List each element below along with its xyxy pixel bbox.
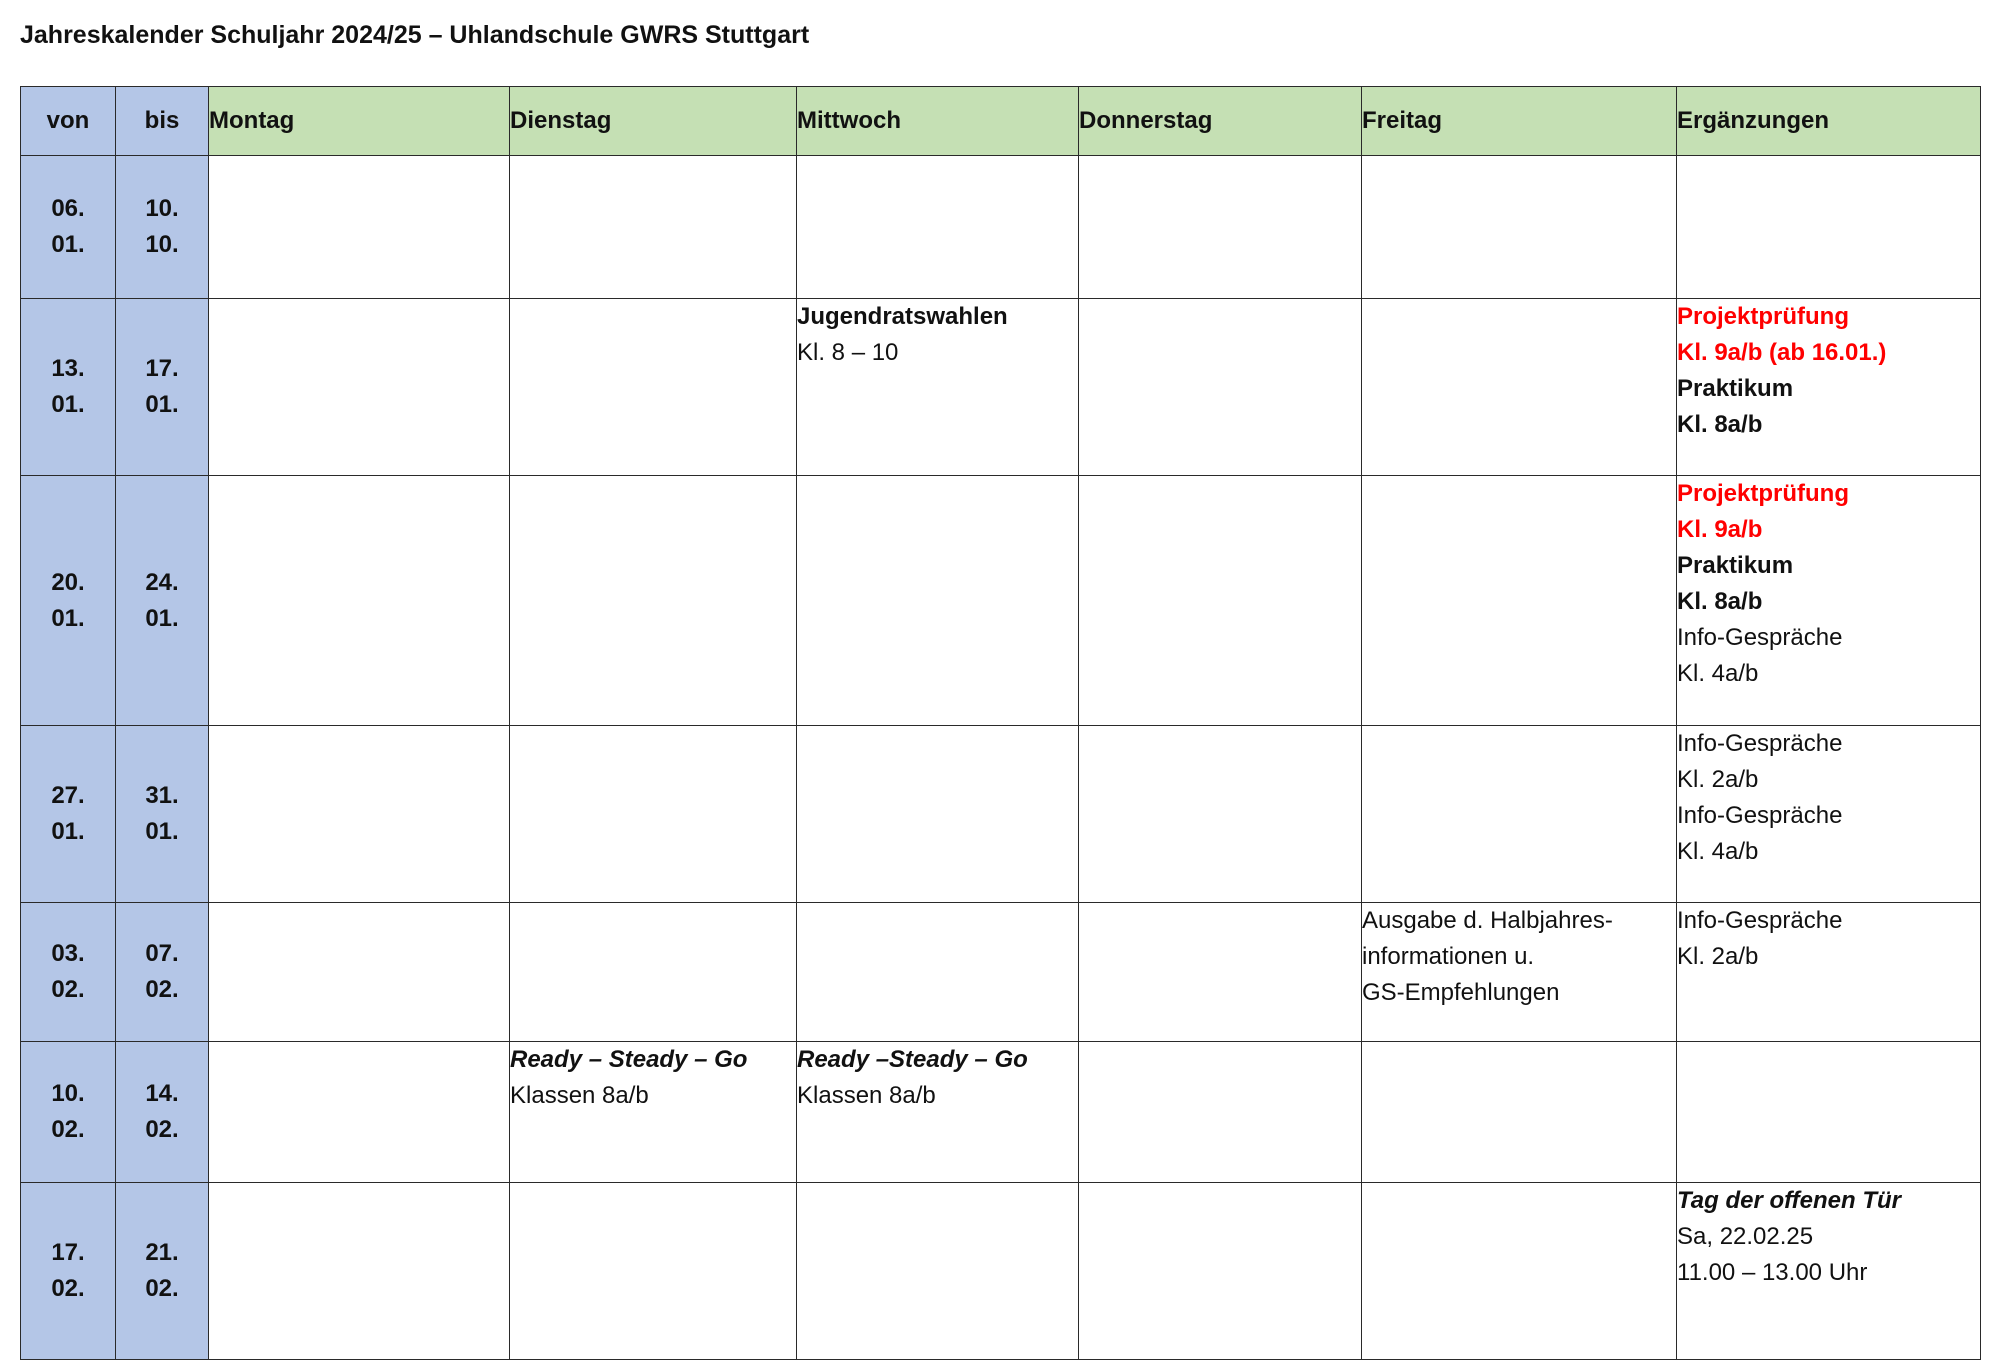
mittwoch-cell: [797, 476, 1079, 726]
header-donnerstag: Donnerstag: [1079, 87, 1362, 156]
montag-cell: [209, 476, 510, 726]
entry-line: Kl. 9a/b (ab 16.01.): [1677, 339, 1887, 366]
bis-date-line: 14.: [145, 1080, 179, 1107]
bis-date-line: 10.: [145, 231, 179, 258]
calendar-body: [21, 156, 1981, 1360]
week-row: [21, 299, 1981, 476]
von-date-line: 02.: [51, 1116, 85, 1143]
week-row: [21, 1183, 1981, 1360]
montag-cell: [209, 1183, 510, 1360]
mittwoch-cell: [797, 726, 1079, 903]
entry-line: Jugendratswahlen: [797, 303, 1008, 330]
week-row: [21, 726, 1981, 903]
entry-line: Info-Gespräche: [1677, 907, 1843, 934]
entry-line: Praktikum: [1677, 375, 1794, 402]
von-date-cell: [21, 726, 116, 903]
dienstag-cell: [510, 1183, 797, 1360]
von-date-cell: [21, 299, 116, 476]
freitag-cell: [1362, 1183, 1677, 1360]
entry-line: Kl. 8a/b: [1677, 411, 1763, 438]
entry-line: Kl. 2a/b: [1677, 766, 1759, 793]
donnerstag-cell: [1079, 299, 1362, 476]
bis-date-cell: [116, 156, 209, 299]
entry-line: Kl. 9a/b: [1677, 516, 1763, 543]
von-date-cell: [21, 903, 116, 1042]
mittwoch-cell: [797, 903, 1079, 1042]
entry-line: Projektprüfung: [1677, 303, 1849, 330]
freitag-cell: [1362, 156, 1677, 299]
calendar-header: [21, 87, 1981, 156]
dienstag-cell: [510, 903, 797, 1042]
freitag-cell: [1362, 476, 1677, 726]
von-date-line: 02.: [51, 976, 85, 1003]
von-date-line: 13.: [51, 355, 85, 382]
bis-date-line: 01.: [145, 391, 179, 418]
mittwoch-cell: [797, 299, 1079, 476]
bis-date-line: 01.: [145, 604, 179, 632]
entry-line: Ready – Steady – Go: [510, 1046, 748, 1073]
header-montag: Montag: [209, 87, 510, 156]
bis-date-cell: [116, 476, 209, 726]
donnerstag-cell: [1079, 476, 1362, 726]
entry-line: Tag der offenen Tür: [1677, 1187, 1902, 1214]
entry-line: Kl. 2a/b: [1677, 943, 1759, 970]
bis-date-line: 02.: [145, 976, 179, 1003]
freitag-cell: [1362, 1042, 1677, 1183]
dienstag-cell: [510, 1042, 797, 1183]
von-date-cell: [21, 156, 116, 299]
mittwoch-cell: [797, 1183, 1079, 1360]
dienstag-cell: [510, 299, 797, 476]
week-row: [21, 1042, 1981, 1183]
mittwoch-cell: [797, 1042, 1079, 1183]
entry-line: Klassen 8a/b: [797, 1082, 936, 1109]
entry-line: Info-Gespräche: [1677, 802, 1843, 829]
freitag-cell: [1362, 903, 1677, 1042]
entry-line: GS-Empfehlungen: [1362, 979, 1560, 1006]
von-date-line: 01.: [51, 818, 85, 845]
entry-line: Kl. 4a/b: [1677, 660, 1759, 687]
bis-date-line: 02.: [145, 1116, 179, 1143]
week-row: [21, 156, 1981, 299]
mittwoch-cell: [797, 156, 1079, 299]
von-date-line: 03.: [51, 940, 85, 967]
entry-line: Projektprüfung: [1677, 480, 1849, 507]
bis-date-line: 21.: [145, 1239, 179, 1266]
montag-cell: [209, 1042, 510, 1183]
entry-line: Sa, 22.02.25: [1677, 1223, 1814, 1250]
montag-cell: [209, 299, 510, 476]
page-title: Jahreskalender Schuljahr 2024/25 – Uhlandschule GWRS Stuttgart: [20, 21, 810, 49]
bis-date-line: 24.: [145, 568, 179, 596]
bis-date-cell: [116, 903, 209, 1042]
header-ergaenzungen: Ergänzungen: [1677, 87, 1981, 156]
bis-date-cell: [116, 299, 209, 476]
ergaenzungen-cell: [1677, 726, 1981, 903]
donnerstag-cell: [1079, 1042, 1362, 1183]
entry-line: Kl. 4a/b: [1677, 838, 1759, 865]
entry-line: 11.00 – 13.00 Uhr: [1677, 1259, 1868, 1286]
ergaenzungen-cell: [1677, 903, 1981, 1042]
dienstag-cell: [510, 156, 797, 299]
von-date-line: 01.: [51, 391, 85, 418]
ergaenzungen-cell: [1677, 156, 1981, 299]
ergaenzungen-cell: [1677, 476, 1981, 726]
header-freitag: Freitag: [1362, 87, 1677, 156]
entry-line: Klassen 8a/b: [510, 1082, 649, 1109]
week-row: [21, 476, 1981, 726]
header-von: von: [21, 87, 116, 156]
ergaenzungen-cell: [1677, 299, 1981, 476]
von-date-line: 20.: [51, 568, 85, 596]
bis-date-cell: [116, 1042, 209, 1183]
dienstag-cell: [510, 476, 797, 726]
ergaenzungen-cell: [1677, 1183, 1981, 1360]
von-date-cell: [21, 1042, 116, 1183]
donnerstag-cell: [1079, 1183, 1362, 1360]
entry-line: Ausgabe d. Halbjahres-: [1362, 907, 1613, 934]
von-date-cell: [21, 476, 116, 726]
von-date-line: 17.: [51, 1239, 85, 1266]
freitag-cell: [1362, 299, 1677, 476]
bis-date-line: 31.: [145, 782, 179, 809]
donnerstag-cell: [1079, 903, 1362, 1042]
entry-line: Info-Gespräche: [1677, 730, 1843, 757]
von-date-line: 10.: [51, 1080, 85, 1107]
header-dienstag: Dienstag: [510, 87, 797, 156]
entry-line: Ready –Steady – Go: [797, 1046, 1028, 1073]
freitag-cell: [1362, 726, 1677, 903]
week-row: [21, 903, 1981, 1042]
von-date-line: 01.: [51, 231, 85, 258]
montag-cell: [209, 156, 510, 299]
header-mittwoch: Mittwoch: [797, 87, 1079, 156]
bis-date-line: 07.: [145, 940, 179, 967]
entry-line: informationen u.: [1362, 943, 1535, 970]
bis-date-line: 01.: [145, 818, 179, 845]
header-bis: bis: [116, 87, 209, 156]
donnerstag-cell: [1079, 726, 1362, 903]
bis-date-cell: [116, 1183, 209, 1360]
donnerstag-cell: [1079, 156, 1362, 299]
von-date-line: 06.: [51, 195, 85, 222]
von-date-line: 02.: [51, 1275, 85, 1302]
entry-line: Praktikum: [1677, 552, 1794, 579]
bis-date-line: 02.: [145, 1275, 179, 1302]
entry-line: Kl. 8a/b: [1677, 588, 1763, 615]
dienstag-cell: [510, 726, 797, 903]
header-row: [21, 87, 1981, 156]
von-date-cell: [21, 1183, 116, 1360]
calendar-table: [20, 86, 1981, 1360]
bis-date-line: 10.: [145, 195, 179, 222]
bis-date-line: 17.: [145, 355, 179, 382]
von-date-line: 27.: [51, 782, 85, 809]
montag-cell: [209, 726, 510, 903]
entry-line: Info-Gespräche: [1677, 624, 1843, 651]
von-date-line: 01.: [51, 604, 85, 632]
bis-date-cell: [116, 726, 209, 903]
ergaenzungen-cell: [1677, 1042, 1981, 1183]
montag-cell: [209, 903, 510, 1042]
entry-line: Kl. 8 – 10: [797, 339, 899, 366]
